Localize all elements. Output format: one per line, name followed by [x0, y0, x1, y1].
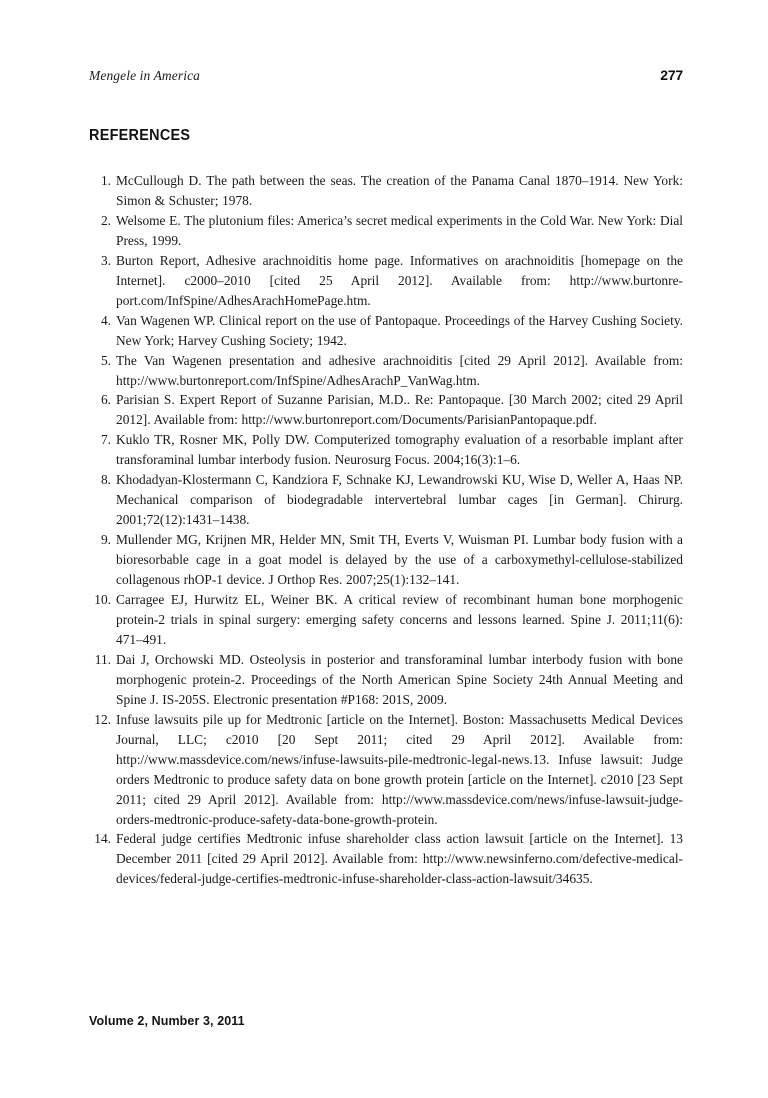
footer-issue-line: Volume 2, Number 3, 2011	[89, 1014, 245, 1028]
reference-text: Parisian S. Expert Report of Suzanne Parisian, M.D.. Re: Pantopaque. [30 March 2002; cited 29 April 2012]. Available from: http://www.burtonreport.com/Documents/ParisianPantopaque.pdf.	[116, 392, 683, 428]
reference-number: 9.	[100, 532, 111, 548]
reference-number: 2.	[100, 212, 111, 228]
reference-text: Khodadyan-Klostermann C, Kandziora F, Schnake KJ, Lewandrowski KU, Wise D, Weller A, Haas NP. Mechanical comparison of biodegradable intervertebral lumbar cages [in German]. Chirurg. 2001;72(12):1431–1438.	[116, 472, 683, 528]
reference-item	[89, 171, 683, 211]
reference-number: 12.	[94, 711, 111, 727]
reference-text: Van Wagenen WP. Clinical report on the use of Pantopaque. Proceedings of the Harvey Cushing Society. New York; Harvey Cushing Society; 1942.	[116, 312, 683, 348]
running-head-title: Mengele in America	[89, 68, 201, 83]
reference-item	[89, 829, 683, 889]
reference-item	[89, 430, 683, 470]
reference-number: 10.	[94, 592, 111, 608]
reference-text: Kuklo TR, Rosner MK, Polly DW. Computerized tomography evaluation of a resorbable implant after transforaminal lumbar interbody fusion. Neurosurg Focus. 2004;16(3):1–6.	[116, 432, 683, 468]
reference-number: 6.	[100, 392, 111, 408]
reference-number: 14.	[94, 831, 111, 847]
reference-text: Mullender MG, Krijnen MR, Helder MN, Smit TH, Everts V, Wuisman PI. Lumbar body fusion with a bioresorbable cage in a goat model is delayed by the use of a carboxymethyl-cellulose-stabilized collagenous rhOP-1 device. J Orthop Res. 2007;25(1):132–141.	[116, 532, 683, 588]
reference-item	[89, 311, 683, 351]
reference-item	[89, 211, 683, 251]
reference-item	[89, 590, 683, 650]
reference-item	[89, 470, 683, 530]
reference-item	[89, 390, 683, 430]
reference-text: Dai J, Orchowski MD. Osteolysis in posterior and transforaminal lumbar interbody fusion with bone morphogenic protein-2. Proceedings of the North American Spine Society 24th Annual Meeting and Spine J. IS-205S. Electronic presentation #P168: 201S, 2009.	[116, 651, 683, 707]
reference-list	[89, 171, 683, 889]
reference-item	[89, 530, 683, 590]
reference-item	[89, 650, 683, 710]
reference-text: Burton Report, Adhesive arachnoiditis home page. Informatives on arachnoiditis [homepage on the Internet]. c2000–2010 [cited 25 April 2012]. Available from: http://www.burtonreport.com/InfSpine/AdhesArachHomePage.htm.	[116, 252, 683, 308]
reference-number: 4.	[100, 312, 111, 328]
reference-number: 1.	[100, 173, 111, 188]
reference-number: 7.	[100, 432, 111, 448]
reference-text: Welsome E. The plutonium files: America’s secret medical experiments in the Cold War. New York: Dial Press, 1999.	[116, 212, 683, 248]
reference-text: Infuse lawsuits pile up for Medtronic [article on the Internet]. Boston: Massachusetts Medical Devices Journal, LLC; c2010 [20 Sept 2011; cited 29 April 2012]. Available from: http://www.massdevice.com/news/infuse-lawsuits-pile-medtronic-legal-news.13. Infuse lawsuit: Judge orders Medtronic to produce safety data on bone growth protein [article on the Internet]. c2010 [23 Sept 2011; cited 29 April 2012]. Available from: http://www.massdevice.com/news/infuse-lawsuit-judge-orders-medtronic-produce-safety-data-bone-growth-protein.	[116, 711, 683, 827]
running-head	[89, 67, 683, 84]
reference-text: The Van Wagenen presentation and adhesive arachnoiditis [cited 29 April 2012]. Available from: http://www.burtonreport.com/InfSpine/AdhesArachP_VanWag.htm.	[116, 352, 683, 388]
reference-item	[89, 351, 683, 391]
reference-item	[89, 251, 683, 311]
reference-number: 3.	[100, 252, 111, 268]
reference-number: 8.	[100, 472, 111, 488]
page-number: 277	[660, 67, 683, 83]
reference-item	[89, 710, 683, 830]
section-heading-references: REFERENCES	[89, 127, 191, 144]
reference-number: 11.	[94, 651, 111, 667]
reference-text: Carragee EJ, Hurwitz EL, Weiner BK. A critical review of recombinant human bone morphogenic protein-2 trials in spinal surgery: emerging safety concerns and lessons learned. Spine J. 2011;11(6): 471–491.	[116, 592, 683, 647]
reference-number: 5.	[100, 352, 111, 368]
reference-text: Federal judge certifies Medtronic infuse shareholder class action lawsuit [article on the Internet]. 13 December 2011 [cited 29 April 2012]. Available from: http://www.newsinferno.com/defective-medical-devices/federal-judge-certifies-medtronic-infuse-shareholder-class-action-lawsuit/34635.	[116, 831, 683, 887]
reference-text: McCullough D. The path between the seas. The creation of the Panama Canal 1870–1914. New York: Simon & Schuster; 1978.	[116, 173, 683, 208]
